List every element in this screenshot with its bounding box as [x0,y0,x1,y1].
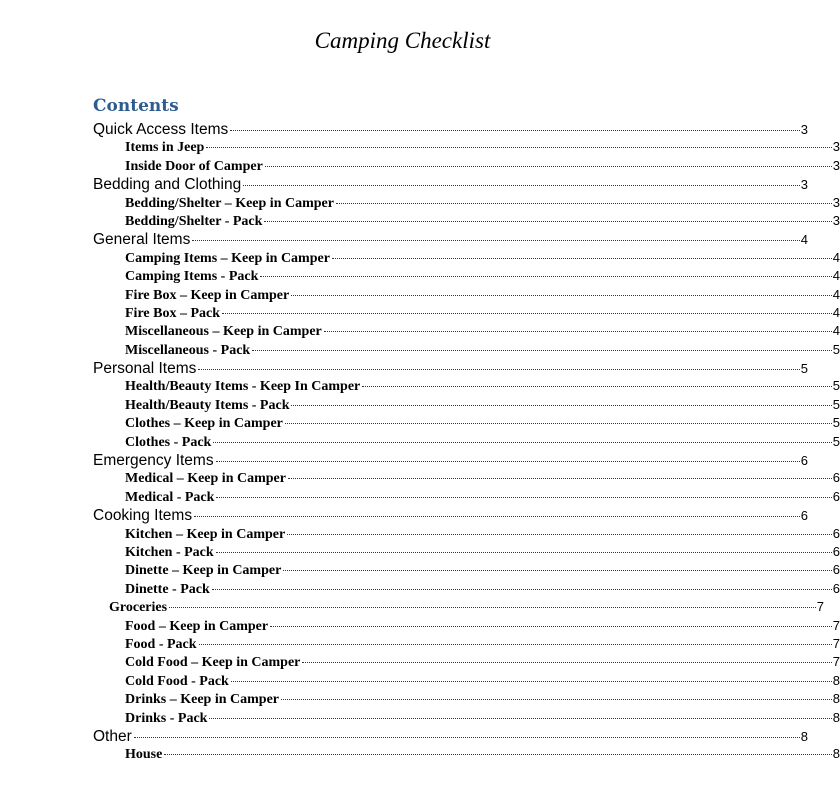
toc-subheading-text: Dinette – Keep in Camper [125,563,282,579]
toc-subheading-text: Items in Jeep [125,140,205,156]
toc-subheading-text: Groceries [109,600,168,616]
toc-subheading-text: Kitchen – Keep in Camper [125,526,286,542]
toc-line [0,507,808,525]
toc-entry[interactable] [0,194,840,213]
toc-entry[interactable] [0,268,840,286]
toc-dot-leader [291,295,832,296]
toc-line [0,654,840,672]
toc-heading-text: Other [93,727,132,745]
toc-line [0,434,840,452]
toc-page-number: 5 [832,341,840,357]
toc-line [0,305,840,323]
toc-line [0,287,840,305]
toc-subheading-text: Cold Food - Pack [125,673,229,689]
toc-dot-leader [243,185,800,186]
page-title: Camping Checklist [314,28,491,53]
toc-page-number: 3 [832,194,840,210]
toc-entry[interactable] [0,507,808,525]
toc-subheading-text: Health/Beauty Items - Pack [125,397,290,413]
toc-page-number: 5 [800,361,808,377]
toc-dot-leader [270,626,832,627]
toc-dot-leader [285,423,832,424]
toc-dot-leader [230,130,800,131]
toc-page-number: 7 [816,599,824,615]
toc-page-number: 6 [832,525,840,541]
toc-dot-leader [283,570,831,571]
toc-subheading-text: Drinks – Keep in Camper [125,692,279,708]
toc-entry[interactable] [0,617,840,636]
toc-page-number: 7 [832,654,840,670]
toc-dot-leader [134,737,800,738]
toc-line [0,397,840,415]
toc-subheading-text: House [125,747,163,763]
toc-line [0,489,840,507]
toc-dot-leader [209,718,831,719]
toc-page-number: 8 [832,746,840,762]
toc-page-number: 4 [832,304,840,320]
toc-entry[interactable] [0,139,840,157]
toc-line [0,268,840,286]
toc-entry[interactable] [0,654,840,672]
toc-entry[interactable] [0,562,840,580]
toc-page-number: 4 [800,232,808,248]
toc-subheading-text: Food – Keep in Camper [125,618,269,634]
toc-line [0,415,840,433]
toc-page-number: 6 [832,562,840,578]
toc-heading-text: Personal Items [93,360,197,378]
toc-line [0,728,808,746]
toc-dot-leader [216,552,832,553]
toc-entry[interactable] [0,525,840,544]
toc-subheading-text: Fire Box – Pack [125,305,221,321]
toc-page-number: 3 [800,122,808,137]
toc-entry[interactable] [0,470,840,488]
toc-page-number: 8 [832,691,840,707]
toc-entry[interactable] [0,599,824,617]
toc-dot-leader [199,644,832,645]
toc-line [0,342,840,360]
toc-page-number: 8 [800,728,808,744]
toc-page-number: 6 [832,488,840,504]
toc-entry[interactable] [0,488,840,507]
toc-entry[interactable] [0,672,840,691]
toc-entry[interactable] [0,415,840,433]
toc-page-number: 4 [832,249,840,265]
toc-line [0,176,808,194]
toc-dot-leader [169,607,816,608]
toc-subheading-text: Clothes – Keep in Camper [125,416,283,432]
toc-page-number: 3 [832,157,840,173]
toc-page-number: 6 [800,508,808,524]
toc-dot-leader [260,276,831,277]
toc-page-number: 5 [832,378,840,394]
toc-dot-leader [265,166,832,167]
toc-subheading-text: Food - Pack [125,636,197,652]
toc-line [0,250,840,268]
toc-dot-leader [212,589,832,590]
toc-dot-leader [281,699,832,700]
toc-line [0,360,808,378]
toc-subheading-text: Inside Door of Camper [125,158,263,174]
toc-dot-leader [324,331,832,332]
toc-page-number: 8 [832,709,840,725]
toc-subheading-text: Kitchen - Pack [125,544,214,560]
toc-line [0,618,840,636]
toc-heading-text: Bedding and Clothing [93,176,242,194]
toc-dot-leader [213,442,831,443]
toc-subheading-text: Miscellaneous - Pack [125,342,251,358]
toc-entry[interactable] [0,378,840,396]
toc-entry[interactable] [0,746,840,764]
toc-line [0,581,840,599]
toc-page-number: 5 [832,415,840,431]
toc-page-number: 3 [832,139,840,155]
toc-page-number: 5 [832,396,840,412]
toc-subheading-text: Dinette - Pack [125,581,210,597]
toc-line [0,691,840,709]
toc-page-number: 4 [832,286,840,302]
toc-entry[interactable] [0,157,840,176]
toc-entry[interactable] [0,121,808,139]
toc-dot-leader [198,369,799,370]
toc-dot-leader [252,350,832,351]
toc-line [0,231,808,249]
toc-dot-leader [287,534,832,535]
toc-dot-leader [216,497,831,498]
toc-entry[interactable] [0,176,808,194]
toc-dot-leader [336,203,832,204]
toc-line [0,470,840,488]
toc-line [0,746,840,764]
toc-line [0,323,840,341]
toc-dot-leader [264,221,831,222]
toc-entry[interactable] [0,727,808,746]
toc-entry[interactable] [0,580,840,599]
toc-subheading-text: Camping Items – Keep in Camper [125,250,330,266]
toc-entry[interactable] [0,543,840,562]
toc-line [0,562,840,580]
toc-page-number: 4 [832,323,840,339]
toc-page-number: 6 [832,470,840,486]
toc-subheading-text: Clothes - Pack [125,434,212,450]
toc-page-number: 4 [832,268,840,284]
toc-dot-leader [194,516,800,517]
toc-dot-leader [231,681,832,682]
toc-entry[interactable] [0,452,808,470]
toc-line [0,599,824,617]
toc-subheading-text: Fire Box – Keep in Camper [125,287,290,303]
toc-entry[interactable] [0,304,840,323]
toc-entry[interactable] [0,709,840,728]
toc-entry[interactable] [0,286,840,305]
toc-entry[interactable] [0,249,840,268]
toc-page-number: 7 [832,635,840,651]
contents-heading: Contents [93,96,179,116]
toc-line [0,195,840,213]
toc-line [0,544,840,562]
toc-line [0,636,840,654]
toc-subheading-text: Medical - Pack [125,489,215,505]
table-of-contents [0,121,840,765]
toc-dot-leader [362,386,832,387]
toc-entry[interactable] [0,323,840,341]
toc-dot-leader [206,147,831,148]
toc-entry[interactable] [0,231,808,249]
toc-heading-text: General Items [93,231,191,249]
toc-subheading-text: Camping Items - Pack [125,269,259,285]
toc-subheading-text: Drinks - Pack [125,710,208,726]
toc-line [0,452,808,470]
toc-dot-leader [222,313,832,314]
toc-line [0,121,808,139]
toc-page-number: 6 [832,580,840,596]
toc-subheading-text: Miscellaneous – Keep in Camper [125,324,322,340]
toc-heading-text: Quick Access Items [93,121,229,138]
toc-subheading-text: Cold Food – Keep in Camper [125,655,301,671]
toc-line [0,710,840,728]
toc-line [0,139,840,157]
toc-page-number: 6 [832,543,840,559]
toc-dot-leader [332,258,832,259]
toc-entry[interactable] [0,691,840,709]
toc-entry[interactable] [0,360,808,378]
toc-page-number: 7 [832,617,840,633]
toc-page-number: 3 [832,212,840,228]
toc-line [0,526,840,544]
toc-line [0,673,840,691]
toc-dot-leader [164,754,831,755]
toc-page-number: 6 [800,453,808,469]
toc-subheading-text: Medical – Keep in Camper [125,471,286,487]
toc-line [0,213,840,231]
toc-dot-leader [192,240,799,241]
toc-page-number: 8 [832,672,840,688]
toc-dot-leader [288,478,832,479]
toc-subheading-text: Bedding/Shelter - Pack [125,213,263,229]
toc-dot-leader [302,662,831,663]
toc-page-number: 3 [800,177,808,193]
toc-dot-leader [291,405,831,406]
toc-entry[interactable] [0,433,840,452]
toc-dot-leader [216,461,800,462]
toc-entry[interactable] [0,635,840,654]
toc-line [0,378,840,396]
toc-entry[interactable] [0,341,840,360]
toc-line [0,158,840,176]
toc-entry[interactable] [0,396,840,415]
toc-subheading-text: Bedding/Shelter – Keep in Camper [125,195,334,211]
toc-page-number: 5 [832,433,840,449]
toc-subheading-text: Health/Beauty Items - Keep In Camper [125,379,361,395]
toc-heading-text: Emergency Items [93,452,214,470]
toc-entry[interactable] [0,212,840,231]
toc-heading-text: Cooking Items [93,507,193,525]
